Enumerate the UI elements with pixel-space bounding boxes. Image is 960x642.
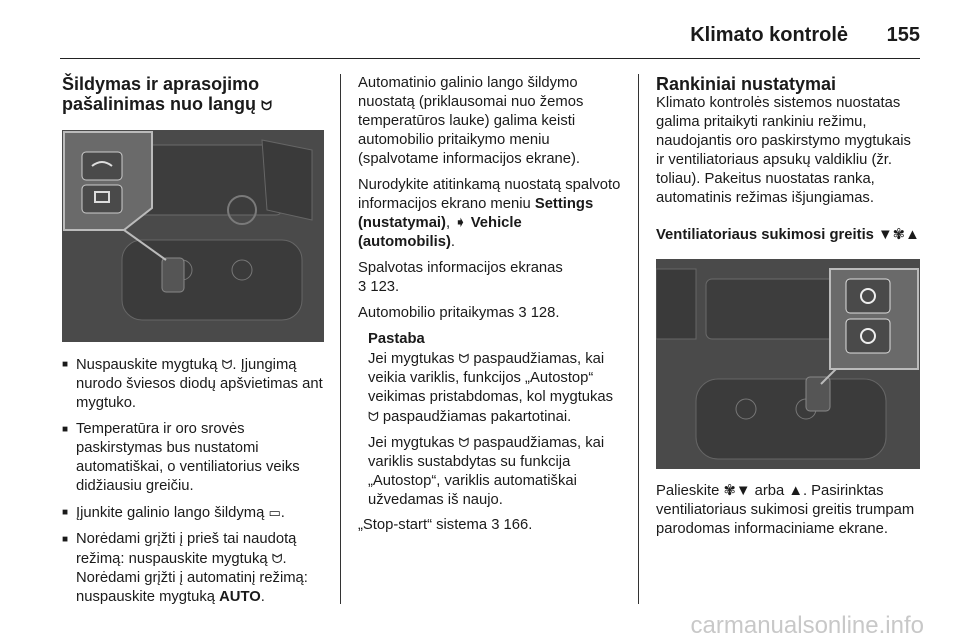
menu-vehicle: Vehicle (automobilis) xyxy=(358,215,522,250)
note-paragraph: Jei mygtukas ᗢ paspaudžiamas, kai veikia variklis, funkcijos „Autostop“ veikimas pristabdomas, kol mygtukas ᗢ paspaudžiamas pakartotinai. xyxy=(368,351,614,425)
windshield-defrost-icon: ᗢ xyxy=(271,551,283,566)
dashboard-illustration-defrost xyxy=(62,130,324,342)
paragraph: Palieskite ✾▼ arba ▲. Pasirinktas ventiliatoriaus sukimosi greitis trumpam parodomas informaciniame ekrane. xyxy=(656,483,915,537)
windshield-defrost-icon: ᗢ xyxy=(458,435,470,450)
paragraph: Spalvotas informacijos ekranas 3 123. xyxy=(358,260,563,295)
paragraph: Automatinio galinio lango šildymo nuostatą (priklausomai nuo žemos temperatūros lauke) galima keisti automobilio pritaikymo meniu (spalvotame informacijos ekrane). xyxy=(358,75,584,167)
note-box xyxy=(358,330,622,510)
paragraph: Automobilio pritaikymas 3 128. xyxy=(358,305,560,321)
column-divider xyxy=(340,74,341,604)
paragraph: Klimato kontrolės sistemos nuostatas galima pritaikyti rankiniu režimu, naudojantis oro paskirstymo mygtukais ir ventiliatoriaus apsukų valdikliu (žr. toliau). Pakeitus nuostatas ranka, automatinis režimas išjungiamas. xyxy=(656,95,911,206)
auto-label: AUTO xyxy=(219,589,261,605)
list-item: ■ Temperatūra ir oro srovės paskirstymas bus nustatomi automatiškai, o ventiliatorius veiks didžiausiu greičiu. xyxy=(62,420,326,496)
windshield-defrost-icon: ᗢ xyxy=(261,98,272,113)
arrow-icon: ➧ xyxy=(454,215,467,231)
rear-window-heat-icon: ▭ xyxy=(268,505,281,520)
column-3 xyxy=(656,74,922,546)
defrost-steps xyxy=(62,355,326,607)
list-item: ■ Įjunkite galinio lango šildymą ▭. xyxy=(62,503,326,523)
subheading-fan-speed: Ventiliatoriaus sukimosi greitis ▼✾▲ xyxy=(656,227,920,243)
column-2 xyxy=(358,74,622,542)
windshield-defrost-icon: ᗢ xyxy=(458,351,470,366)
paragraph: „Stop-start“ sistema 3 166. xyxy=(358,517,533,533)
list-item: ■ Nuspauskite mygtuką ᗢ. Įjungimą nurodo šviesos diodų apšvietimas ant mygtuko. xyxy=(62,355,326,413)
windshield-defrost-icon: ᗢ xyxy=(368,409,379,424)
page-number: 155 xyxy=(886,24,920,46)
section-heading-manual: Rankiniai nustatymai xyxy=(656,74,837,94)
dashboard-drawing xyxy=(62,130,324,342)
page-reference: 3 123. xyxy=(358,279,400,295)
column-divider xyxy=(638,74,639,604)
dashboard-illustration-fan xyxy=(656,259,920,469)
note-paragraph: Jei mygtukas ᗢ paspaudžiamas, kai variklis sustabdytas su funkcija „Autostop“, variklis automatiškai užvedamas iš naujo. xyxy=(368,435,605,508)
windshield-defrost-icon: ᗢ xyxy=(221,357,233,372)
paragraph: Nurodykite atitinkamą nuostatą spalvoto informacijos ekrano meniu Settings (nustatymai), ➧ Vehicle (automobilis). xyxy=(358,177,621,250)
menu-settings: Settings (nustatymai) xyxy=(358,196,594,231)
dashboard-drawing xyxy=(656,259,920,469)
watermark-text: carmanualsonline.info xyxy=(690,612,924,639)
note-title: Pastaba xyxy=(368,331,425,347)
header-title: Klimato kontrolė xyxy=(690,24,848,46)
header-rule xyxy=(60,58,920,59)
heading-text: Šildymas ir aprasojimo pašalinimas nuo langų xyxy=(62,74,260,114)
column-1 xyxy=(62,74,326,614)
list-item: ■ Norėdami grįžti į prieš tai naudotą režimą: nuspauskite mygtuką ᗢ. Norėdami grįžti į automatinį režimą: nuspauskite mygtuką AUTO. xyxy=(62,530,326,607)
page-header xyxy=(0,0,960,62)
section-heading-defrost xyxy=(62,74,326,116)
